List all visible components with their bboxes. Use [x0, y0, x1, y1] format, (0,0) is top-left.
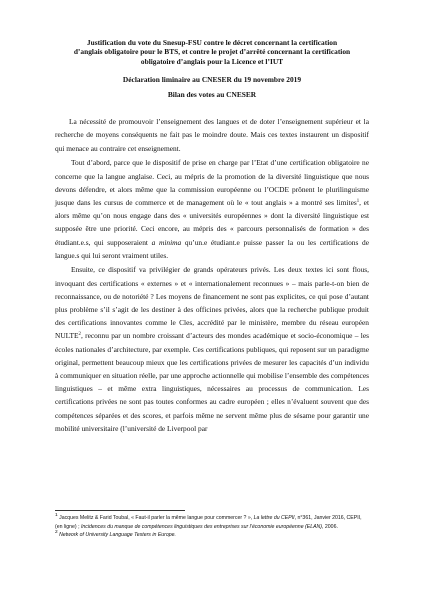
footnote-1-italic-1: La lettre du CEPII	[253, 515, 295, 521]
footnote-1-text-c: , 2006.	[322, 523, 338, 530]
footnotes	[55, 510, 369, 540]
title-line-3: obligatoire d’anglais pour la Licence et l’IUT	[140, 56, 284, 66]
footnote-divider	[55, 510, 185, 511]
footnote-1-italic-2: Incidences du manque de compétences linguistiques des entreprises sur l’économie européenne (ELAN)	[80, 523, 323, 530]
footnote-ref-2[interactable]: 2	[78, 332, 81, 338]
footnote-1-text-b: , n°361, Janvier 2016, CEPII, (en ligne) ;	[55, 515, 362, 530]
paragraph-2-italic: a minima	[151, 237, 182, 247]
paragraph-2-text-c: qu’un.e étudiant.e puisse passer la ou les certifications de langue.s qui lui seront vraiment utiles.	[55, 237, 369, 260]
title-line-2: d’anglais obligatoire pour le BTS, et contre le projet d’arrêté concernant la certification	[73, 47, 351, 57]
title-line-1: Justification du vote du Snesup-FSU contre le décret concernant la certification	[86, 38, 338, 47]
document-subtitle-2: Bilan des votes au CNESER	[167, 90, 257, 100]
footnote-1-number: 1	[55, 513, 58, 518]
paragraph-2-text-a: Tout d’abord, parce que le dispositif de prise en charge par l’Etat d’une certification obligatoire ne concerne que la langue anglaise. Ceci, au mépris de la promotion de la diversité linguistique que nous devons défendre, et alors même que la commission européenne ou l’OCDE prônent le plurilinguisme jusque dans les cursus de commerce et de management où le « tout anglais » a montré ses limites	[55, 158, 369, 207]
paragraph-2-text-b: , et alors même qu’on nous engage dans des « universités européennes » dont la diversité linguistique est supposée être une priorité. Ceci encore, au mépris des « parcours personnalisés de formation » des étudiant.e.s, qui supposeraient	[55, 197, 369, 247]
paragraph-3	[55, 263, 369, 435]
paragraph-3-text-b: , reconnu par un nombre croissant d’acteurs des mondes académique et socio-économique – les écoles nationales d’architecture, par exemple. Ces certifications publiques, qui reposent sur un paradigme original, permettent beaucoup mieux que les certifications privées de mesurer les capacités d’un individu à communiquer en situation réelle, par une approche actionnelle qui mobilise l’ensemble des compétences linguistiques – et même extra linguistiques, nécessaires au processus de communication. Les certifications privées ne sont pas toutes conformes au cadre européen ; elles n’évaluent souvent que des compétences séparées et des scores, et parfois même ne servent même plus de sésame pour garantir une mobilité universitaire (l’université de Liverpool par	[55, 331, 369, 433]
footnote-2-number: 2	[55, 530, 58, 536]
footnote-2-text: Network of University Language Testers in Europe.	[57, 532, 176, 539]
footnote-ref-1[interactable]: 1	[356, 198, 360, 204]
footnote-2	[55, 531, 369, 540]
footnote-1-text-a: Jacques Melitz & Farid Toubal, « Faut-il parler la même langue pour commercer ? »,	[57, 515, 254, 521]
footnote-1	[55, 514, 369, 531]
paragraph-3-text-a: Ensuite, ce dispositif va privilégier de grands opérateurs privés. Les deux textes ici sont flous, invoquant des certifications « externes » et « internationalement reconnues » – mais parle-t-on bien de reconnaissance, ou de notoriété ? Les moyens de financement ne sont pas explicites, ce qui pose d’autant plus problème s’il s’agit de les destiner à des officines privées, alors que la recherche publique produit des certifications innovantes comme le Cles, accrédité par le ministère, membre du réseau européen NULTE	[55, 265, 369, 341]
document-body	[55, 115, 369, 435]
document-subtitle: Déclaration liminaire au CNESER du 19 novembre 2019	[122, 75, 302, 85]
document-title	[59, 38, 365, 66]
paragraph-1: La nécessité de promouvoir l’enseignement des langues et de doter l’enseignement supérieur et la recherche de moyens conséquents ne fait pas le moindre doute. Mais ces textes instaurent un dispositif qui menace au contraire cet enseignement.	[55, 117, 369, 153]
paragraph-2	[55, 156, 369, 262]
